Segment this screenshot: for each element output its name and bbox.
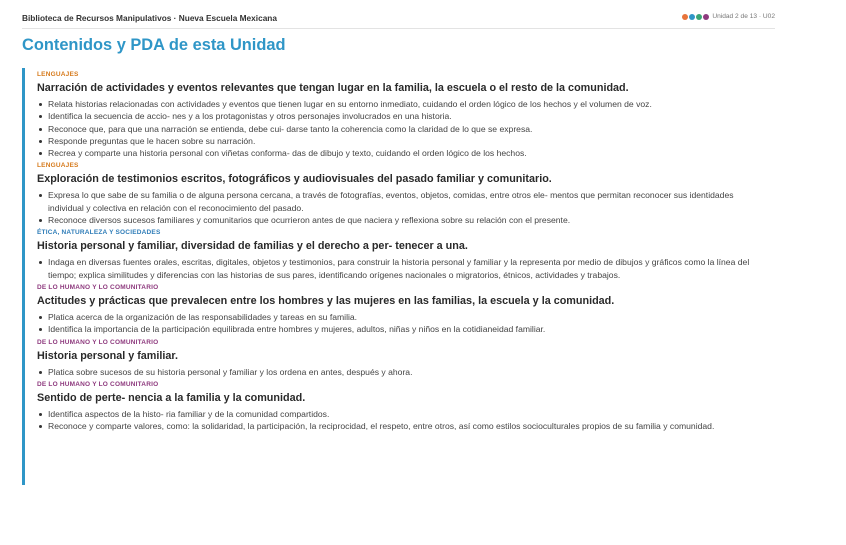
area-label: ÉTICA, NATURALEZA Y SOCIEDADES <box>37 229 161 237</box>
pda-item: Responde preguntas que le hacen sobre su narración. <box>48 135 770 147</box>
pda-list <box>37 366 770 378</box>
page-title: Contenidos y PDA de esta Unidad <box>22 36 286 54</box>
pda-section <box>37 70 770 159</box>
area-label: DE LO HUMANO Y LO COMUNITARIO <box>37 338 159 346</box>
area-label: DE LO HUMANO Y LO COMUNITARIO <box>37 380 159 388</box>
content-list <box>22 68 770 485</box>
pda-section <box>37 380 770 433</box>
content-topic: Narración de actividades y eventos relevantes que tengan lugar en la familia, la escuela o el resto de la comunidad. <box>37 82 629 94</box>
pda-item: Platica sobre sucesos de su historia personal y familiar y los ordena en antes, después y ahora. <box>48 366 770 378</box>
pda-list <box>37 256 770 281</box>
area-label: DE LO HUMANO Y LO COMUNITARIO <box>37 283 159 291</box>
pda-item: Indaga en diversas fuentes orales, escritas, digitales, objetos y testimonios, para construir la historia personal y familiar y la representa por medio de dibujos y gráficos como la línea del tiempo; explica similitudes y diferencias con las historias de sus pares, identificando orígenes nacionales o migratorios, étnicos, actividades y trabajos. <box>48 256 770 281</box>
pda-section <box>37 228 770 281</box>
progress-dot <box>703 14 709 20</box>
unit-indicator <box>682 13 775 20</box>
pda-list <box>37 98 770 159</box>
pda-item: Recrea y comparte una historia personal con viñetas conforma- das de dibujo y texto, cuidando el orden lógico de los hechos. <box>48 147 770 159</box>
content-topic: Historia personal y familiar. <box>37 349 179 362</box>
area-label: LENGUAJES <box>37 71 79 78</box>
progress-dot <box>682 14 688 20</box>
pda-list <box>37 189 770 226</box>
pda-section <box>37 283 770 336</box>
pda-section <box>37 161 770 226</box>
pda-item: Expresa lo que sabe de su familia o de alguna persona cercana, a través de fotografías, eventos, objetos, comidas, entre otros ele- mentos que permitan reconocer sus identidades individual y colectiva en relación con el reconocimiento del pasado. <box>48 189 770 214</box>
page-header <box>22 12 775 29</box>
unit-label: Unidad 2 de 13 · U02 <box>712 13 775 20</box>
pda-list <box>37 408 770 433</box>
content-topic: Historia personal y familiar, diversidad de familias y el derecho a per- tenecer a una. <box>37 240 468 253</box>
pda-item: Platica acerca de la organización de las responsabilidades y tareas en su familia. <box>48 311 770 323</box>
area-label: LENGUAJES <box>37 162 79 170</box>
content-topic: Exploración de testimonios escritos, fotográficos y audiovisuales del pasado familiar y comunitario. <box>37 173 552 186</box>
pda-item: Reconoce y comparte valores, como: la solidaridad, la participación, la reciprocidad, el respeto, entre otros, así como estilos socioculturales propios de su familia y comunidad. <box>48 420 770 432</box>
pda-section <box>37 338 770 378</box>
content-topic: Actitudes y prácticas que prevalecen entre los hombres y las mujeres en las familias, la escuela y la comunidad. <box>37 294 615 307</box>
pda-item: Relata historias relacionadas con actividades y eventos que tienen lugar en su entorno inmediato, cuidando el orden lógico de los hechos y el volumen de voz. <box>48 98 770 110</box>
progress-dot <box>689 14 695 20</box>
pda-list <box>37 311 770 336</box>
content-topic: Sentido de perte- nencia a la familia y la comunidad. <box>37 391 306 404</box>
pda-item: Identifica la secuencia de accio- nes y a los protagonistas y otros personajes involucrados en una historia. <box>48 110 770 122</box>
progress-dot <box>696 14 702 20</box>
pda-item: Reconoce que, para que una narración se entienda, debe cui- darse tanto la coherencia como la claridad de lo que se expresa. <box>48 123 770 135</box>
pda-item: Identifica aspectos de la histo- ria familiar y de la comunidad compartidos. <box>48 408 770 420</box>
header-title: Biblioteca de Recursos Manipulativos · Nueva Escuela Mexicana <box>22 13 277 23</box>
pda-item: Identifica la importancia de la participación equilibrada entre hombres y mujeres, adultos, niñas y niños en la cotidianeidad familiar. <box>48 323 770 335</box>
pda-item: Reconoce diversos sucesos familiares y comunitarios que ocurrieron antes de que naciera y reflexiona sobre su relación con el presente. <box>48 214 770 226</box>
